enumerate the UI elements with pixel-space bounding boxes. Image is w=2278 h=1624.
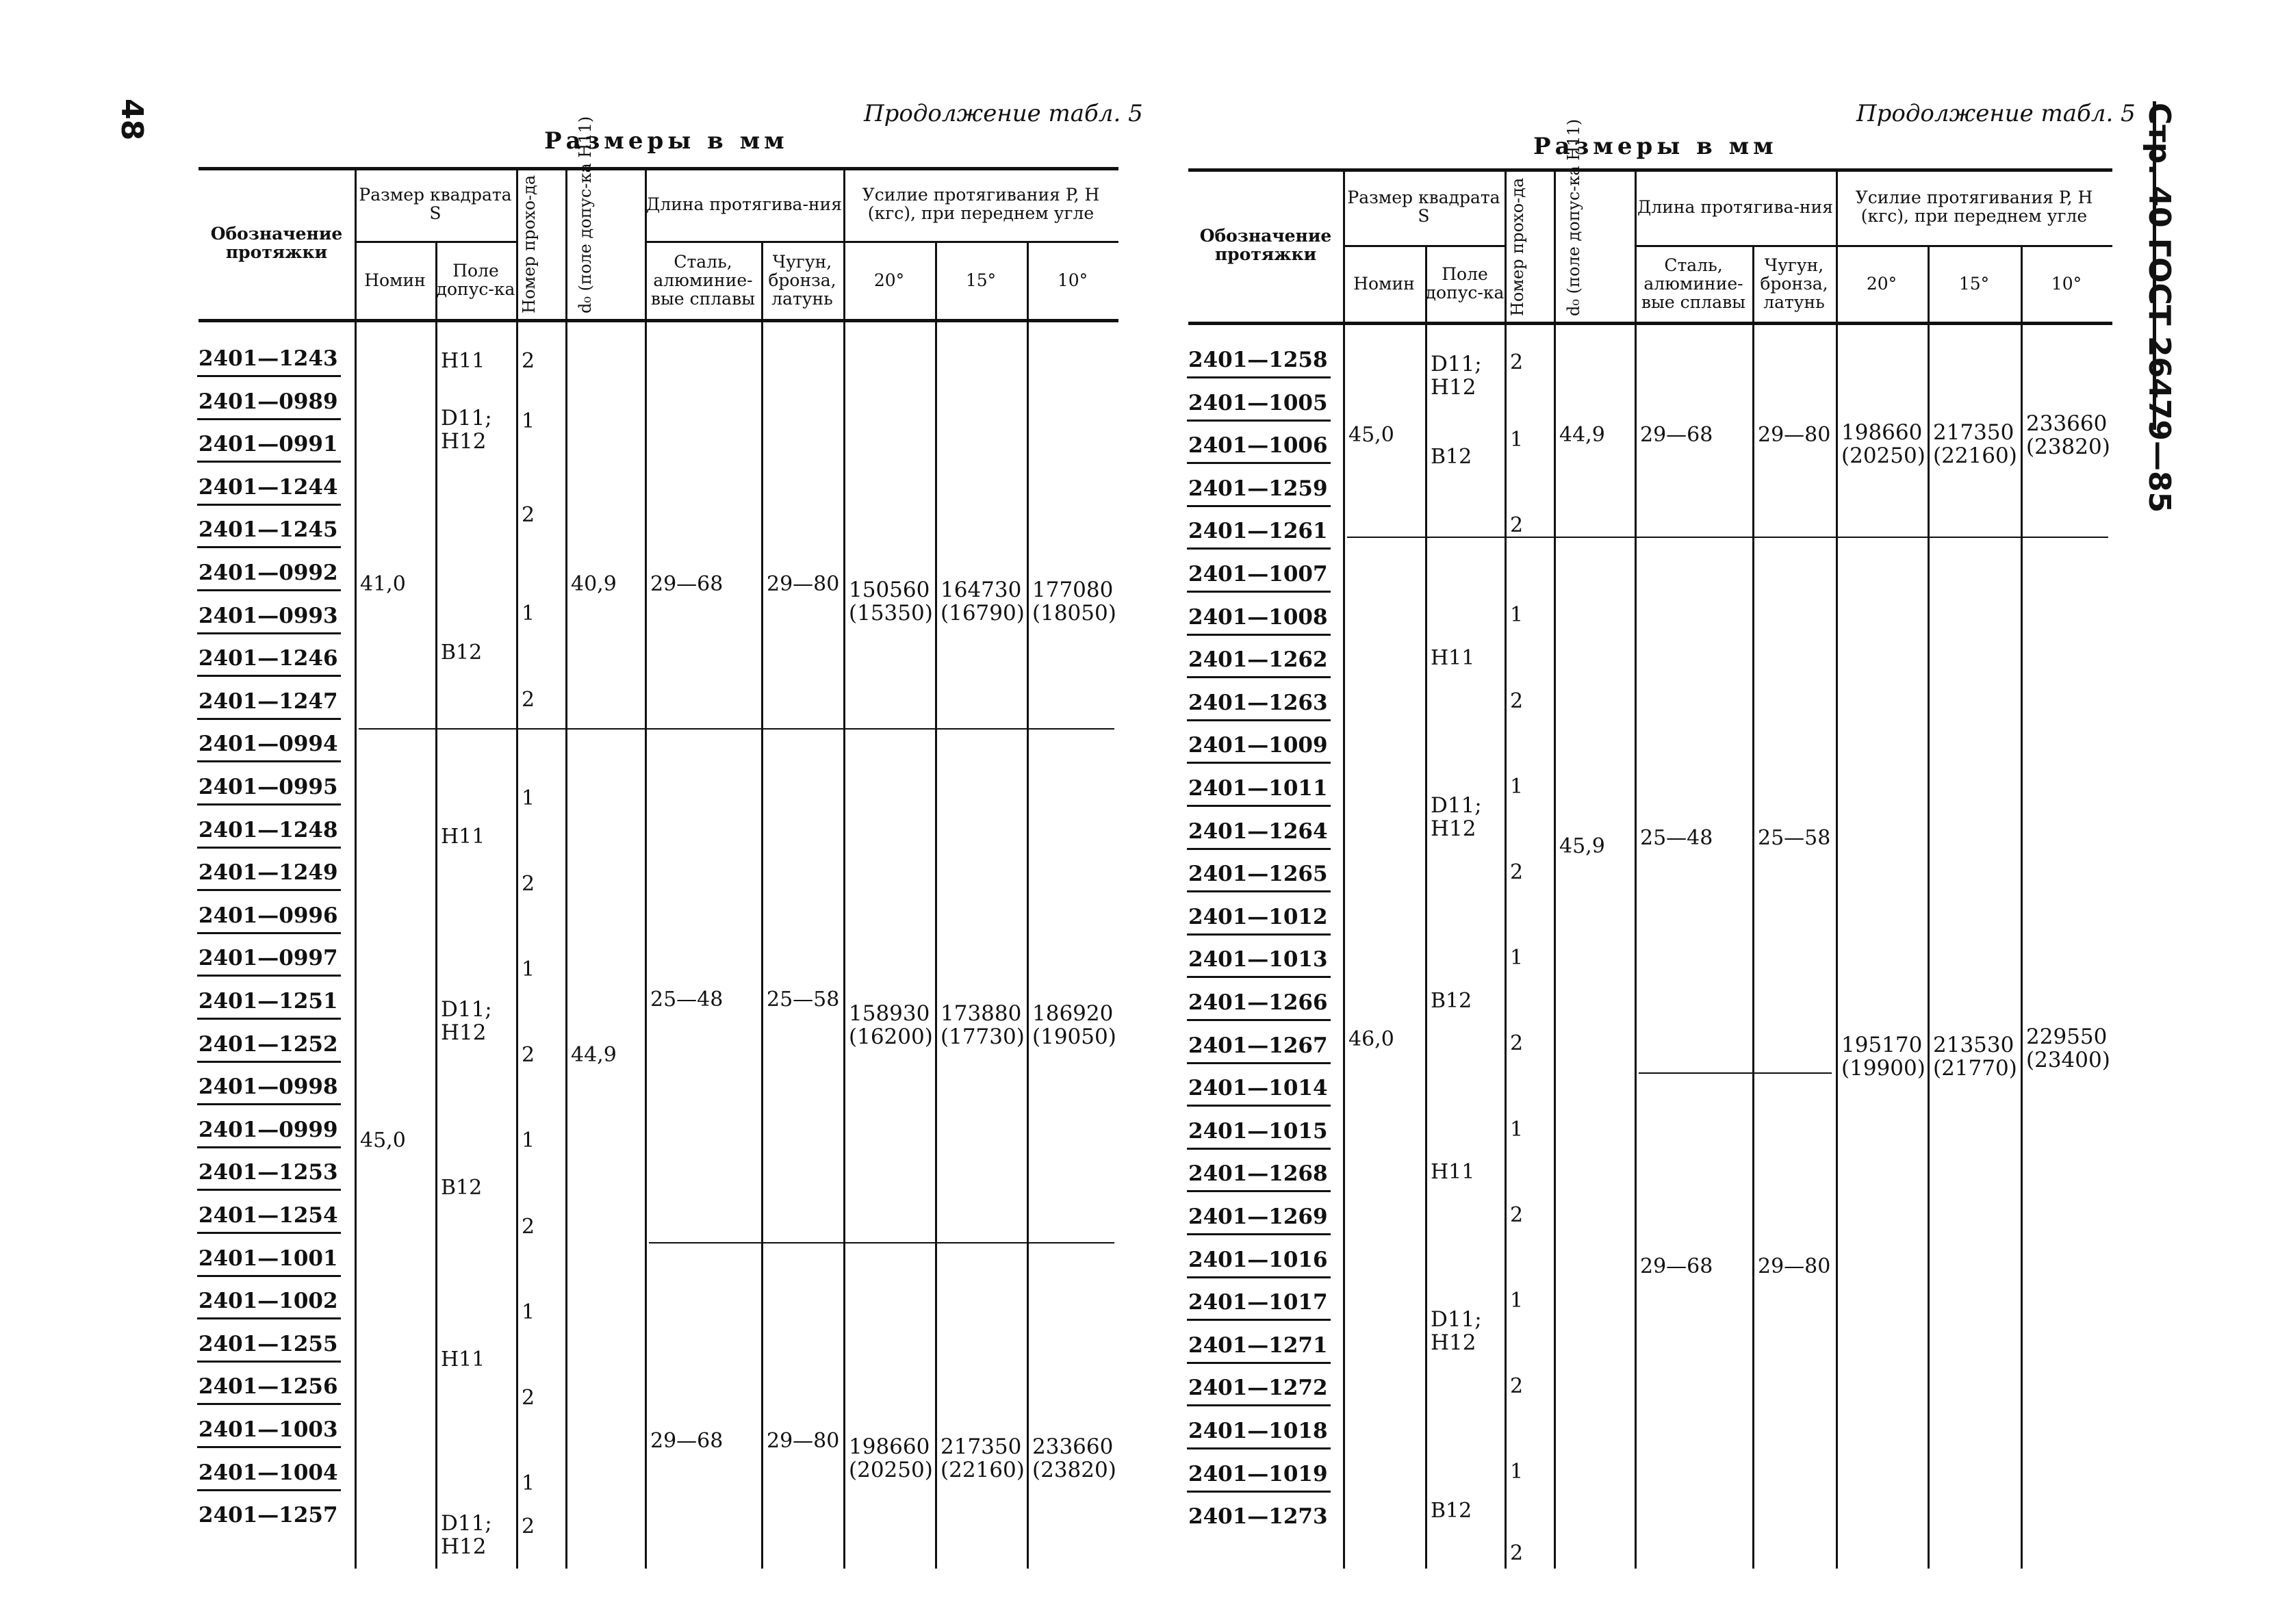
left-f10-1: 186920 (19050) — [1032, 1001, 1116, 1050]
left-tolerance-6: H11 — [441, 1347, 485, 1371]
left-designation-rule-2 — [197, 461, 341, 463]
left-designation-3: 2401—1244 — [199, 474, 338, 500]
left-continuation: Продолжение табл. 5 — [864, 100, 1143, 127]
right-tolerance-2: H11 — [1431, 645, 1475, 670]
left-designation-rule-14 — [197, 975, 341, 977]
right-designation-rule-5 — [1187, 591, 1331, 593]
left-tolerance-0: H11 — [441, 349, 485, 373]
left-f10-2: 233660 (23820) — [1032, 1434, 1116, 1482]
right-tolerance-1: B12 — [1431, 444, 1472, 469]
right-group-rule-0 — [1347, 537, 2108, 538]
left-designation-rule-23 — [197, 1361, 341, 1363]
left-designation-27: 2401—1257 — [199, 1503, 338, 1528]
right-header-pass: Номер прохо-да — [1508, 177, 1527, 316]
left-header-designation-text: Обозначение протяжки — [210, 224, 343, 262]
right-designation-rule-24 — [1187, 1404, 1331, 1406]
left-designation-rule-11 — [197, 847, 341, 849]
left-tolerance-2: B12 — [441, 640, 483, 665]
right-designation-6: 2401—1008 — [1188, 604, 1328, 630]
left-designation-21: 2401—1001 — [199, 1246, 338, 1271]
left-designation-rule-4 — [197, 546, 341, 548]
right-header-a10 — [2021, 245, 2112, 322]
left-designation-rule-22 — [197, 1317, 341, 1319]
right-header-designation — [1188, 168, 1343, 322]
right-f20-1: 195170 (19900) — [1841, 1033, 1925, 1081]
left-col-rule-5 — [645, 167, 647, 1569]
left-header-a15-text: 15° — [965, 270, 997, 290]
left-designation-rule-10 — [197, 803, 341, 805]
right-header-a15-text: 15° — [1958, 273, 1990, 294]
right-designation-rule-14 — [1187, 976, 1331, 978]
left-passes-1: 1 — [522, 409, 535, 433]
left-designation-12: 2401—1249 — [199, 860, 338, 886]
left-designation-18: 2401—0999 — [199, 1117, 338, 1142]
right-designation-rule-18 — [1187, 1148, 1331, 1150]
left-header-iron — [761, 241, 843, 319]
left-designation-13: 2401—0996 — [199, 903, 338, 928]
left-designation-23: 2401—1255 — [199, 1331, 338, 1356]
right-designation-rule-1 — [1187, 420, 1331, 422]
right-header-iron — [1752, 245, 1836, 322]
left-passes-9: 1 — [522, 1129, 535, 1153]
right-designation-rule-4 — [1187, 547, 1331, 550]
left-designation-10: 2401—0995 — [199, 775, 338, 799]
right-steel-1: 25—48 — [1640, 825, 1713, 850]
right-designation-rule-23 — [1187, 1362, 1331, 1364]
left-col-rule-8 — [935, 241, 937, 1569]
right-col-rule-7 — [1836, 168, 1838, 1569]
right-designation-rule-2 — [1187, 462, 1331, 464]
right-passes-1: 1 — [1510, 427, 1524, 452]
right-designation-rule-6 — [1187, 634, 1331, 636]
right-designation-rule-17 — [1187, 1105, 1331, 1107]
left-steel-0: 29—68 — [650, 571, 724, 596]
left-nominal-1: 45,0 — [360, 1129, 406, 1153]
left-designation-22: 2401—1002 — [199, 1289, 338, 1314]
left-passes-12: 2 — [522, 1385, 535, 1410]
right-designation-23: 2401—1271 — [1188, 1332, 1328, 1358]
right-f10-0: 233660 (23820) — [2026, 411, 2110, 460]
left-steel-1: 25—48 — [650, 987, 724, 1011]
left-nominal-0: 41,0 — [360, 571, 406, 596]
right-tolerance-5: H11 — [1431, 1160, 1475, 1185]
right-header-length-text: Длина протягива-ния — [1637, 196, 1833, 217]
right-header-nominal-text: Номин — [1353, 273, 1415, 294]
left-group-rule-1 — [649, 1242, 1114, 1243]
right-header-tolerance-text: Поле допус-ка — [1425, 264, 1505, 302]
left-designation-9: 2401—0994 — [199, 732, 338, 757]
left-tolerance-3: H11 — [441, 824, 485, 849]
left-passes-4: 2 — [522, 687, 535, 712]
right-designation-rule-22 — [1187, 1319, 1331, 1321]
left-designation-11: 2401—1248 — [199, 817, 338, 842]
right-header-d0: d₀ (поле допус-ка H11) — [1564, 118, 1583, 316]
right-designation-rule-15 — [1187, 1019, 1331, 1021]
right-passes-7: 1 — [1510, 946, 1524, 970]
left-d0-0: 40,9 — [571, 571, 617, 596]
right-header-a20-text: 20° — [1866, 273, 1897, 294]
right-header-iron-text: Чугун, бронза, латунь — [1760, 255, 1828, 312]
right-steel-2: 29—68 — [1640, 1254, 1713, 1278]
left-header-square-text: Размер квадрата S — [359, 185, 512, 223]
left-f10-0: 177080 (18050) — [1032, 577, 1116, 626]
right-f10-1: 229550 (23400) — [2026, 1024, 2110, 1072]
right-designation-16: 2401—1267 — [1188, 1033, 1328, 1058]
right-tolerance-6: D11; H12 — [1431, 1306, 1482, 1355]
right-designation-15: 2401—1266 — [1188, 990, 1328, 1015]
right-d0-0: 44,9 — [1559, 423, 1605, 448]
left-header-pass: Номер прохо-да — [520, 175, 539, 313]
left-header-iron-text: Чугун, бронза, латунь — [768, 251, 836, 309]
right-header-tolerance — [1425, 245, 1505, 322]
left-designation-8: 2401—1247 — [199, 688, 338, 714]
right-designation-3: 2401—1259 — [1188, 476, 1328, 501]
right-designation-2: 2401—1006 — [1188, 433, 1328, 459]
left-designation-19: 2401—1253 — [199, 1160, 338, 1185]
left-designation-rule-9 — [197, 760, 341, 762]
right-designation-rule-12 — [1187, 890, 1331, 892]
right-header-square — [1343, 168, 1505, 245]
right-tolerance-7: B12 — [1431, 1498, 1472, 1523]
right-passes-6: 2 — [1510, 860, 1524, 884]
right-iron-2: 29—80 — [1758, 1254, 1831, 1278]
right-col-rule-2 — [1425, 245, 1427, 1569]
left-header-tolerance-text: Поле допус-ка — [436, 261, 515, 299]
right-designation-10: 2401—1011 — [1188, 776, 1328, 801]
left-designation-rule-7 — [197, 675, 341, 677]
left-designation-rule-21 — [197, 1275, 341, 1277]
right-designation-rule-9 — [1187, 762, 1331, 764]
left-passes-14: 2 — [522, 1514, 535, 1538]
right-col-rule-4 — [1554, 168, 1556, 1569]
left-passes-6: 2 — [522, 871, 535, 896]
right-passes-13: 1 — [1510, 1460, 1524, 1484]
left-tolerance-1: D11; H12 — [441, 406, 492, 454]
left-f15-1: 173880 (17730) — [940, 1001, 1025, 1050]
left-header-d0: d₀ (поле допус-ка H11) — [576, 116, 595, 313]
left-designation-rule-26 — [197, 1489, 341, 1491]
right-passes-12: 2 — [1510, 1374, 1524, 1399]
left-col-rule-2 — [435, 241, 437, 1569]
left-f20-0: 150560 (15350) — [849, 577, 933, 626]
left-passes-0: 2 — [522, 349, 535, 373]
left-designation-rule-15 — [197, 1018, 341, 1020]
left-designation-6: 2401—0993 — [199, 603, 338, 628]
right-header-designation-text: Обозначение протяжки — [1199, 226, 1332, 264]
left-header-tolerance — [435, 241, 516, 319]
right-designation-14: 2401—1013 — [1188, 947, 1328, 972]
right-header-force — [1836, 168, 2112, 245]
right-header-a15 — [1928, 245, 2021, 322]
right-designation-22: 2401—1017 — [1188, 1290, 1328, 1315]
right-designation-4: 2401—1261 — [1188, 519, 1328, 544]
left-designation-16: 2401—1252 — [199, 1031, 338, 1057]
right-passes-8: 2 — [1510, 1031, 1524, 1056]
left-passes-7: 1 — [522, 957, 535, 981]
right-iron-1: 25—58 — [1758, 825, 1831, 850]
left-designation-rule-5 — [197, 589, 341, 591]
left-tolerance-4: D11; H12 — [441, 997, 492, 1046]
left-header-steel — [645, 241, 761, 319]
right-designation-rule-20 — [1187, 1233, 1331, 1235]
left-f15-2: 217350 (22160) — [940, 1434, 1025, 1482]
right-designation-5: 2401—1007 — [1188, 562, 1328, 587]
right-header-a20 — [1836, 245, 1928, 322]
left-designation-5: 2401—0992 — [199, 560, 338, 585]
left-designation-17: 2401—0998 — [199, 1074, 338, 1100]
left-col-rule-6 — [761, 241, 763, 1569]
left-designation-20: 2401—1254 — [199, 1203, 338, 1228]
left-designation-rule-3 — [197, 504, 341, 506]
right-designation-21: 2401—1016 — [1188, 1247, 1328, 1272]
left-group-rule-0 — [359, 728, 1114, 730]
left-passes-13: 1 — [522, 1471, 535, 1496]
left-header-a20 — [843, 241, 935, 319]
left-header-force-text: Усилие протягивания P, Н (кгс), при переднем угле — [862, 185, 1100, 223]
left-designation-rule-16 — [197, 1061, 341, 1063]
left-col-rule-3 — [516, 167, 518, 1569]
left-header-square — [355, 167, 516, 241]
right-header-bottom-rule — [1188, 322, 2112, 325]
right-designation-rule-21 — [1187, 1276, 1331, 1278]
right-header-steel — [1635, 245, 1752, 322]
left-col-rule-1 — [355, 167, 357, 1569]
right-designation-rule-0 — [1187, 376, 1331, 378]
left-passes-2: 2 — [522, 503, 535, 528]
right-passes-2: 2 — [1510, 513, 1524, 537]
right-tolerance-3: D11; H12 — [1431, 792, 1482, 841]
right-designation-7: 2401—1262 — [1188, 647, 1328, 673]
right-header-a10-text: 10° — [2051, 273, 2082, 294]
right-passes-0: 2 — [1510, 350, 1524, 374]
left-designation-rule-6 — [197, 632, 341, 634]
left-f20-1: 158930 (16200) — [849, 1001, 933, 1050]
right-passes-9: 1 — [1510, 1117, 1524, 1142]
left-passes-5: 1 — [522, 786, 535, 810]
right-designation-rule-13 — [1187, 933, 1331, 936]
left-designation-rule-20 — [197, 1232, 341, 1234]
right-passes-11: 1 — [1510, 1288, 1524, 1313]
right-designation-rule-8 — [1187, 719, 1331, 721]
right-passes-14: 2 — [1510, 1541, 1524, 1566]
right-tolerance-0: D11; H12 — [1431, 351, 1482, 400]
left-d0-1: 44,9 — [571, 1043, 617, 1068]
right-col-rule-9 — [2021, 245, 2023, 1569]
right-designation-rule-7 — [1187, 676, 1331, 678]
right-designation-rule-11 — [1187, 848, 1331, 850]
right-col-rule-3 — [1505, 168, 1507, 1569]
left-header-designation — [199, 167, 355, 319]
left-designation-rule-12 — [197, 889, 341, 891]
page-number: 48 — [114, 99, 149, 141]
left-col-rule-7 — [843, 167, 845, 1569]
right-col-rule-6 — [1752, 245, 1754, 1569]
left-f20-2: 198660 (20250) — [849, 1434, 933, 1482]
right-units: Размеры в мм — [1533, 133, 1778, 160]
right-designation-18: 2401—1015 — [1188, 1118, 1328, 1144]
left-units: Размеры в мм — [544, 127, 789, 155]
left-designation-1: 2401—0989 — [199, 389, 338, 414]
right-designation-rule-16 — [1187, 1062, 1331, 1064]
right-designation-20: 2401—1269 — [1188, 1204, 1328, 1229]
left-tolerance-7: D11; H12 — [441, 1511, 492, 1560]
left-header-nominal-text: Номин — [364, 270, 426, 290]
right-steel-0: 29—68 — [1640, 423, 1713, 448]
left-iron-1: 25—58 — [767, 987, 840, 1011]
left-header-length — [645, 167, 843, 241]
left-designation-0: 2401—1243 — [199, 346, 338, 371]
right-header-nominal — [1343, 245, 1425, 322]
left-tolerance-5: B12 — [441, 1176, 483, 1200]
right-designation-11: 2401—1264 — [1188, 819, 1328, 844]
right-group-rule-1 — [1639, 1072, 1832, 1074]
left-iron-2: 29—80 — [767, 1428, 840, 1453]
right-header-steel-text: Сталь, алюминие-вые сплавы — [1641, 255, 1746, 312]
right-designation-17: 2401—1014 — [1188, 1076, 1328, 1101]
right-passes-10: 2 — [1510, 1202, 1524, 1227]
right-designation-24: 2401—1272 — [1188, 1376, 1328, 1401]
right-designation-12: 2401—1265 — [1188, 862, 1328, 887]
left-header-nominal — [355, 241, 435, 319]
right-nominal-0: 45,0 — [1348, 423, 1394, 448]
right-designation-19: 2401—1268 — [1188, 1161, 1328, 1187]
left-designation-rule-1 — [197, 418, 341, 420]
left-designation-2: 2401—0991 — [199, 432, 338, 457]
left-designation-26: 2401—1004 — [199, 1460, 338, 1485]
left-designation-rule-0 — [197, 375, 341, 377]
right-designation-rule-10 — [1187, 805, 1331, 807]
left-passes-11: 1 — [522, 1300, 535, 1324]
right-designation-1: 2401—1005 — [1188, 390, 1328, 415]
right-tolerance-4: B12 — [1431, 988, 1472, 1013]
right-designation-26: 2401—1019 — [1188, 1461, 1328, 1486]
right-d0-1: 45,9 — [1559, 834, 1605, 859]
left-header-a20-text: 20° — [873, 270, 905, 290]
left-passes-3: 1 — [522, 602, 535, 626]
left-designation-25: 2401—1003 — [199, 1417, 338, 1442]
left-col-rule-9 — [1027, 241, 1029, 1569]
right-nominal-1: 46,0 — [1348, 1027, 1394, 1052]
right-col-rule-1 — [1343, 168, 1345, 1569]
left-designation-rule-8 — [197, 718, 341, 720]
left-designation-24: 2401—1256 — [199, 1374, 338, 1400]
right-designation-rule-19 — [1187, 1190, 1331, 1192]
left-header-steel-text: Сталь, алюминие-вые сплавы — [650, 251, 756, 309]
right-designation-8: 2401—1263 — [1188, 690, 1328, 715]
left-designation-rule-25 — [197, 1446, 341, 1448]
side-title: Стр. 40 ГОСТ 26479—85 — [2142, 103, 2177, 513]
left-designation-7: 2401—1246 — [199, 646, 338, 671]
right-designation-9: 2401—1009 — [1188, 733, 1328, 758]
left-designation-rule-17 — [197, 1103, 341, 1105]
right-header-length — [1635, 168, 1836, 245]
right-designation-0: 2401—1258 — [1188, 348, 1328, 372]
right-designation-13: 2401—1012 — [1188, 904, 1328, 929]
right-iron-0: 29—80 — [1758, 423, 1831, 448]
right-col-rule-8 — [1928, 245, 1930, 1569]
right-designation-rule-3 — [1187, 505, 1331, 507]
left-designation-15: 2401—1251 — [199, 989, 338, 1014]
left-passes-8: 2 — [522, 1043, 535, 1068]
left-header-length-text: Длина протягива-ния — [646, 194, 842, 214]
left-header-force — [843, 167, 1118, 241]
left-steel-2: 29—68 — [650, 1428, 724, 1453]
left-designation-rule-19 — [197, 1189, 341, 1191]
left-header-bottom-rule — [199, 319, 1118, 322]
left-designation-rule-18 — [197, 1146, 341, 1148]
right-header-square-text: Размер квадрата S — [1347, 188, 1500, 226]
right-designation-25: 2401—1018 — [1188, 1419, 1328, 1443]
left-header-a10 — [1027, 241, 1118, 319]
right-header-force-text: Усилие протягивания P, Н (кгс), при переднем угле — [1855, 188, 2093, 226]
left-header-a15 — [935, 241, 1027, 319]
right-designation-rule-26 — [1187, 1491, 1331, 1493]
left-f15-0: 164730 (16790) — [940, 577, 1025, 626]
right-col-rule-5 — [1635, 168, 1637, 1569]
left-designation-14: 2401—0997 — [199, 946, 338, 971]
right-f20-0: 198660 (20250) — [1841, 420, 1925, 468]
right-designation-rule-25 — [1187, 1447, 1331, 1449]
left-designation-rule-24 — [197, 1403, 341, 1405]
left-designation-rule-13 — [197, 932, 341, 934]
right-f15-1: 213530 (21770) — [1933, 1033, 2017, 1081]
left-designation-4: 2401—1245 — [199, 517, 338, 543]
left-col-rule-4 — [565, 167, 567, 1569]
left-passes-10: 2 — [522, 1214, 535, 1239]
right-f15-0: 217350 (22160) — [1933, 420, 2017, 468]
right-passes-5: 1 — [1510, 774, 1524, 799]
right-passes-4: 2 — [1510, 688, 1524, 713]
right-designation-27: 2401—1273 — [1188, 1504, 1328, 1530]
right-continuation: Продолжение табл. 5 — [1856, 100, 2136, 127]
right-passes-3: 1 — [1510, 603, 1524, 628]
left-iron-0: 29—80 — [767, 571, 840, 596]
left-header-a10-text: 10° — [1057, 270, 1088, 290]
